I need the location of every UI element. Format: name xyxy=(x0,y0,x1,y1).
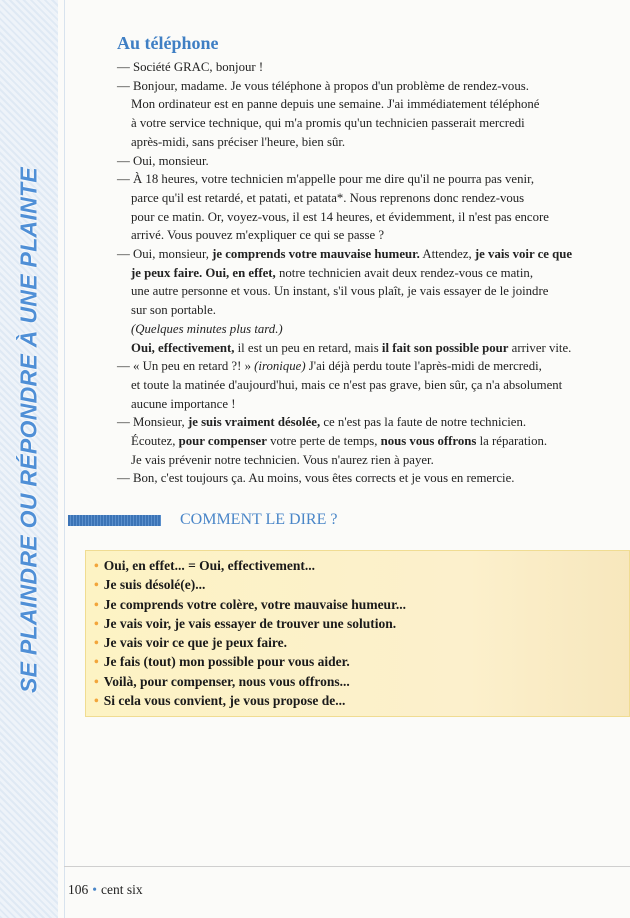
dialogue-line xyxy=(117,95,627,114)
dialogue-line xyxy=(117,170,627,189)
dialogue-text-segment: — « Un peu en retard ?! » xyxy=(117,359,255,374)
page-number: 106 xyxy=(68,882,89,897)
dialogue-line xyxy=(117,77,627,96)
key-phrase: il fait son possible pour xyxy=(381,340,509,355)
dialogue-line xyxy=(117,226,627,245)
dialogue-text-segment: — À 18 heures, votre technicien m'appelle pour me dire qu'il ne pourra pas venir, xyxy=(117,172,535,187)
dialogue-line xyxy=(117,208,627,227)
bullet-icon: • xyxy=(94,635,99,651)
dialogue-text-segment: et toute la matinée d'aujourd'hui, mais ce n'est pas grave, bien sûr, ça n'a absolument xyxy=(131,377,563,392)
dialogue-text-segment: il est un peu en retard, mais xyxy=(234,340,382,355)
dialogue-line xyxy=(117,114,627,133)
dialogue-line xyxy=(117,432,627,451)
phrase-text: Je vais voir, je vais essayer de trouver une solution. xyxy=(103,615,397,631)
phrase-text: Je vais voir ce que je peux faire. xyxy=(103,635,287,651)
dialogue-text-segment: — Bonjour, madame. Je vous téléphone à propos d'un problème de rendez-vous. xyxy=(117,78,529,93)
bullet-icon: • xyxy=(94,654,99,670)
stage-direction: (Quelques minutes plus tard.) xyxy=(131,321,283,336)
key-phrase: Oui, effectivement, xyxy=(131,340,235,355)
how-to-say-title: COMMENT LE DIRE ? xyxy=(180,511,338,528)
dialogue-text-segment: arrivé. Vous pouvez m'expliquer ce qui se passe ? xyxy=(131,228,385,243)
dialogue-text-segment: une autre personne et vous. Un instant, s'il vous plaît, je vais essayer de le joindre xyxy=(131,284,549,299)
dialogue-text-segment: votre perte de temps, xyxy=(266,434,381,449)
dialogue-line xyxy=(117,469,627,488)
dialogue-line xyxy=(117,133,627,152)
dialogue-text-segment: ce n'est pas la faute de notre technicien. xyxy=(320,415,527,430)
dialogue-line xyxy=(117,413,627,432)
bullet-icon: • xyxy=(92,882,97,897)
dialogue-text-segment: Écoutez, xyxy=(131,434,179,449)
phrase-item xyxy=(94,614,629,633)
dialogue-line xyxy=(117,245,627,264)
page-footer xyxy=(68,882,143,898)
phrase-item xyxy=(94,691,629,710)
phrase-text: Je suis désolé(e)... xyxy=(103,577,206,593)
margin-line xyxy=(64,0,65,918)
phrase-text: Voilà, pour compenser, nous vous offrons... xyxy=(103,673,350,689)
key-phrase: pour compenser xyxy=(178,434,267,449)
phrase-text: Oui, en effet... = Oui, effectivement... xyxy=(103,558,315,573)
page-number-words: cent six xyxy=(100,882,143,897)
dialogue-text-segment: — Oui, monsieur, xyxy=(117,247,213,262)
dialogue-text-segment: — Monsieur, xyxy=(117,415,188,430)
phrase-text: Si cela vous convient, je vous propose de... xyxy=(103,693,346,709)
key-phrase: je peux faire. Oui, en effet, xyxy=(131,265,276,280)
dialogue-text-segment: après-midi, sans préciser l'heure, bien sûr. xyxy=(131,134,346,149)
key-phrase: je comprends votre mauvaise humeur. xyxy=(212,247,420,262)
bullet-icon: • xyxy=(94,615,99,631)
section-title: Au téléphone xyxy=(117,33,219,53)
dialogue-text-segment: à votre service technique, qui m'a promis qu'un technicien passerait mercredi xyxy=(131,116,525,131)
dialogue-text-segment: aucune importance ! xyxy=(131,396,236,411)
key-phrase: je vais voir ce que xyxy=(474,247,573,262)
heading-bar xyxy=(68,515,161,526)
dialogue-line xyxy=(117,376,627,395)
dialogue-line xyxy=(117,58,627,77)
dialogue-line xyxy=(117,320,627,339)
dialogue-text-segment: pour ce matin. Or, voyez-vous, il est 14 heures, et évidemment, il n'est pas encore xyxy=(131,209,549,224)
dialogue-line xyxy=(117,451,627,470)
dialogue-text-segment: Attendez, xyxy=(419,247,475,262)
stage-direction: (ironique) xyxy=(254,359,306,374)
dialogue-line xyxy=(117,264,627,283)
dialogue-line xyxy=(117,152,627,171)
dialogue-text-segment: J'ai déjà perdu toute l'après-midi de mercredi, xyxy=(305,359,542,374)
key-phrase: je suis vraiment désolée, xyxy=(187,415,321,430)
dialogue-text xyxy=(117,58,627,488)
dialogue-line xyxy=(117,395,627,414)
bullet-icon: • xyxy=(94,596,99,612)
dialogue-text-segment: notre technicien avait deux rendez-vous ce matin, xyxy=(275,265,534,280)
dialogue-line xyxy=(117,189,627,208)
dialogue-text-segment: sur son portable. xyxy=(131,303,216,318)
bullet-icon: • xyxy=(94,558,99,573)
dialogue-text-segment: arriver vite. xyxy=(508,340,572,355)
chapter-sidebar xyxy=(0,0,58,918)
phrase-text: Je comprends votre colère, votre mauvaise humeur... xyxy=(103,596,406,612)
phrase-item xyxy=(94,556,629,575)
dialogue-line xyxy=(117,282,627,301)
phrase-item xyxy=(94,575,629,594)
bullet-icon: • xyxy=(94,693,99,709)
dialogue-line xyxy=(117,357,627,376)
chapter-title: SE PLAINDRE OU RÉPONDRE À UNE PLAINTE xyxy=(15,166,42,694)
phrase-item xyxy=(94,633,629,652)
dialogue-line xyxy=(117,339,627,358)
dialogue-line xyxy=(117,301,627,320)
phrase-text: Je fais (tout) mon possible pour vous aider. xyxy=(103,654,350,670)
phrase-item xyxy=(94,672,629,691)
phrase-item xyxy=(94,595,629,614)
bullet-icon: • xyxy=(94,673,99,689)
how-to-say-box xyxy=(85,550,630,717)
bullet-icon: • xyxy=(94,577,99,593)
dialogue-text-segment: Je vais prévenir notre technicien. Vous n'aurez rien à payer. xyxy=(131,452,434,467)
phrase-item xyxy=(94,652,629,671)
dialogue-text-segment: — Société GRAC, bonjour ! xyxy=(117,60,264,74)
key-phrase: nous vous offrons xyxy=(380,434,477,449)
dialogue-text-segment: Mon ordinateur est en panne depuis une semaine. J'ai immédiatement téléphoné xyxy=(131,97,540,112)
dialogue-text-segment: la réparation. xyxy=(476,434,548,449)
dialogue-text-segment: — Bon, c'est toujours ça. Au moins, vous êtes corrects et je vous en remercie. xyxy=(117,471,515,486)
dialogue-text-segment: parce qu'il est retardé, et patati, et patata*. Nous reprenons donc rendez-vous xyxy=(131,190,525,205)
dialogue-text-segment: — Oui, monsieur. xyxy=(117,153,209,168)
footer-divider xyxy=(64,866,630,867)
